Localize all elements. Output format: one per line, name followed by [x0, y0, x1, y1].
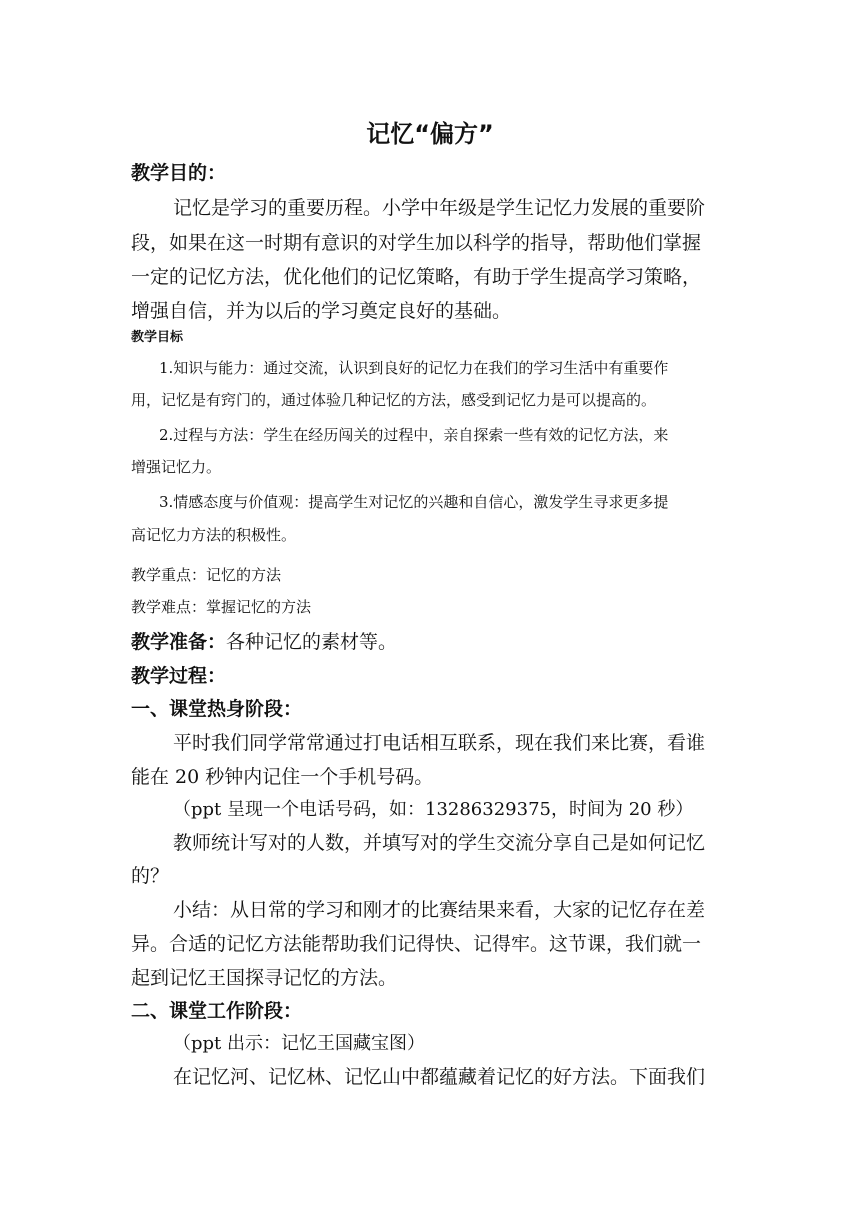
purpose-line-1: 记忆是学习的重要历程。小学中年级是学生记忆力发展的重要阶 [173, 197, 706, 219]
section2-p1-line-1: 在记忆河、记忆林、记忆山中都蕴藏着记忆的好方法。下面我们 [173, 1066, 706, 1088]
purpose-line-2: 段，如果在这一时期有意识的对学生加以科学的指导，帮助他们掌握 [131, 232, 702, 254]
section1-summary-line-2: 异。合适的记忆方法能帮助我们记得快、记得牢。这节课，我们就一 [131, 933, 702, 955]
process-heading: 教学过程： [131, 665, 227, 687]
difficulty: 教学难点：掌握记忆的方法 [131, 598, 312, 616]
goal1-line-2: 用，记忆是有窍门的，通过体验几种记忆的方法，感受到记忆力是可以提高的。 [131, 391, 657, 409]
preparation-text: 各种记忆的素材等。 [226, 631, 398, 653]
section2-heading: 二、课堂工作阶段： [131, 1000, 303, 1022]
goals-heading: 教学目标 [131, 330, 184, 345]
goal2-line-1: 2.过程与方法：学生在经历闯关的过程中，亲自探索一些有效的记忆方法，来 [159, 426, 669, 444]
section1-p1-line-1: 平时我们同学常常通过打电话相互联系，现在我们来比赛，看谁 [173, 732, 706, 754]
document-title: 记忆“偏方” [366, 120, 494, 148]
purpose-line-3: 一定的记忆方法，优化他们的记忆策略，有助于学生提高学习策略， [131, 266, 702, 288]
preparation [131, 627, 397, 654]
goal3-line-2: 高记忆力方法的积极性。 [131, 526, 297, 544]
section2-ppt-note: （ppt 出示：记忆王国藏宝图） [173, 1033, 425, 1054]
section1-ppt-note: （ppt 呈现一个电话号码，如：13286329375，时间为 20 秒） [173, 799, 694, 820]
goal2-line-2: 增强记忆力。 [131, 458, 222, 476]
key-point: 教学重点：记忆的方法 [131, 566, 282, 584]
purpose-heading: 教学目的： [131, 162, 227, 184]
section1-summary-line-1: 小结：从日常的学习和刚才的比赛结果来看，大家的记忆存在差 [173, 899, 706, 921]
section1-p1-line-2: 能在 20 秒钟内记住一个手机号码。 [131, 766, 434, 788]
preparation-label: 教学准备： [131, 631, 227, 653]
section1-summary-line-3: 起到记忆王国探寻记忆的方法。 [131, 967, 398, 989]
purpose-line-4: 增强自信，并为以后的学习奠定良好的基础。 [131, 300, 512, 322]
goal1-line-1: 1.知识与能力：通过交流，认识到良好的记忆力在我们的学习生活中有重要作 [159, 359, 669, 377]
section1-heading: 一、课堂热身阶段： [131, 698, 303, 720]
goal3-line-1: 3.情感态度与价值观：提高学生对记忆的兴趣和自信心，激发学生寻求更多提 [159, 493, 669, 511]
section1-p2-line-2: 的？ [131, 865, 170, 887]
section1-p2-line-1: 教师统计写对的人数，并填写对的学生交流分享自己是如何记忆 [173, 832, 706, 854]
